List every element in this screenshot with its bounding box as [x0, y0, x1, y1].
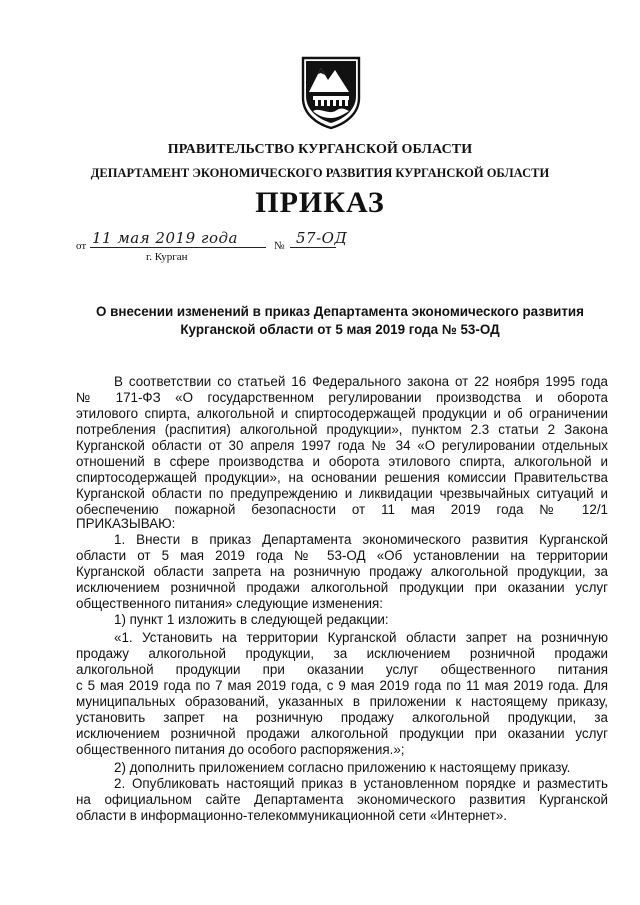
body-line: обеспечению пожарной безопасности от 11 мая 2019 года № 12/1 — [76, 502, 608, 517]
body-line: алкогольной продукции при оказании услуг общественного питания — [76, 662, 608, 677]
body-line: общественного питания» следующие изменения: — [76, 596, 383, 611]
body-line: продажу алкогольной продукции, за исключением розничной продажи — [76, 646, 608, 661]
title-line: Курганской области от 5 мая 2019 года № 53-ОД — [180, 322, 500, 337]
body-line: спиртосодержащей продукции», на основании решения комиссии Правительства — [76, 470, 608, 485]
government-heading: ПРАВИТЕЛЬСТВО КУРГАНСКОЙ ОБЛАСТИ — [167, 142, 473, 157]
body-line: области от 5 мая 2019 года № 53-ОД «Об установлении на территории — [76, 548, 608, 563]
order-title — [60, 303, 620, 339]
body-line: на официальном сайте Департамента экономического развития Курганской — [76, 792, 608, 807]
body-line: с 5 мая 2019 года по 7 мая 2019 года, с 9 мая 2019 года по 11 мая 2019 года. Для — [76, 678, 608, 693]
handwritten-number: 57-ОД — [296, 229, 348, 247]
body-line: муниципальных образований, указанных в приложении к настоящему приказу, — [76, 694, 608, 709]
city-label: г. Курган — [146, 251, 188, 263]
body-line: области в информационно-телекоммуникационной сети «Интернет». — [76, 808, 507, 823]
body-line: Курганской области от 30 апреля 1997 года № 34 «О регулировании отдельных — [76, 438, 608, 453]
body-line: исключением розничной продажи алкогольной продукции при оказании услуг — [76, 726, 608, 741]
body-line: установить запрет на розничную продажу алкогольной продукции, за — [76, 710, 608, 725]
body-line: ПРИКАЗЫВАЮ: — [76, 516, 176, 531]
body-line: отношений в сфере производства и оборота этилового спирта, алкогольной и — [76, 454, 608, 469]
title-line: О внесении изменений в приказ Департамента экономического развития — [96, 304, 584, 319]
number-label: № — [274, 240, 285, 252]
body-line: «1. Установить на территории Курганской области запрет на розничную — [114, 630, 608, 645]
body-line: В соответствии со статьей 16 Федерального закона от 22 ноября 1995 года — [114, 374, 608, 389]
date-from-label: от — [76, 240, 87, 252]
body-line: исключением розничной продажи алкогольной продукции при оказании услуг — [76, 580, 608, 595]
department-heading: ДЕПАРТАМЕНТ ЭКОНОМИЧЕСКОГО РАЗВИТИЯ КУРГАНСКОЙ ОБЛАСТИ — [90, 166, 550, 180]
date-underline — [90, 247, 266, 248]
body-line: потребления (распития) алкогольной продукции», пунктом 2.3 статьи 2 Закона — [76, 422, 608, 437]
body-line: общественного питания до особого распоряжения.»; — [76, 742, 405, 757]
body-line: 2) дополнить приложением согласно приложению к настоящему приказу. — [114, 760, 571, 775]
body-line: Курганской области запрета на розничную продажу алкогольной продукции, за — [76, 564, 608, 579]
coat-of-arms-emblem — [299, 56, 363, 130]
body-line: Курганской области по предупреждению и ликвидации чрезвычайных ситуаций и — [76, 486, 608, 501]
body-line: 1. Внести в приказ Департамента экономического развития Курганской — [114, 532, 608, 547]
number-underline — [290, 247, 336, 248]
body-line: 1) пункт 1 изложить в следующей редакции: — [114, 612, 389, 627]
body-line: этилового спирта, алкогольной и спиртосодержащей продукции и об ограничении — [76, 406, 608, 421]
handwritten-date: 11 мая 2019 года — [92, 229, 238, 247]
body-line: 2. Опубликовать настоящий приказ в установленном порядке и разместить — [114, 776, 608, 791]
document-type-title: ПРИКАЗ — [255, 186, 385, 219]
body-line: № 171-ФЗ «О государственном регулировании производства и оборота — [76, 390, 608, 405]
